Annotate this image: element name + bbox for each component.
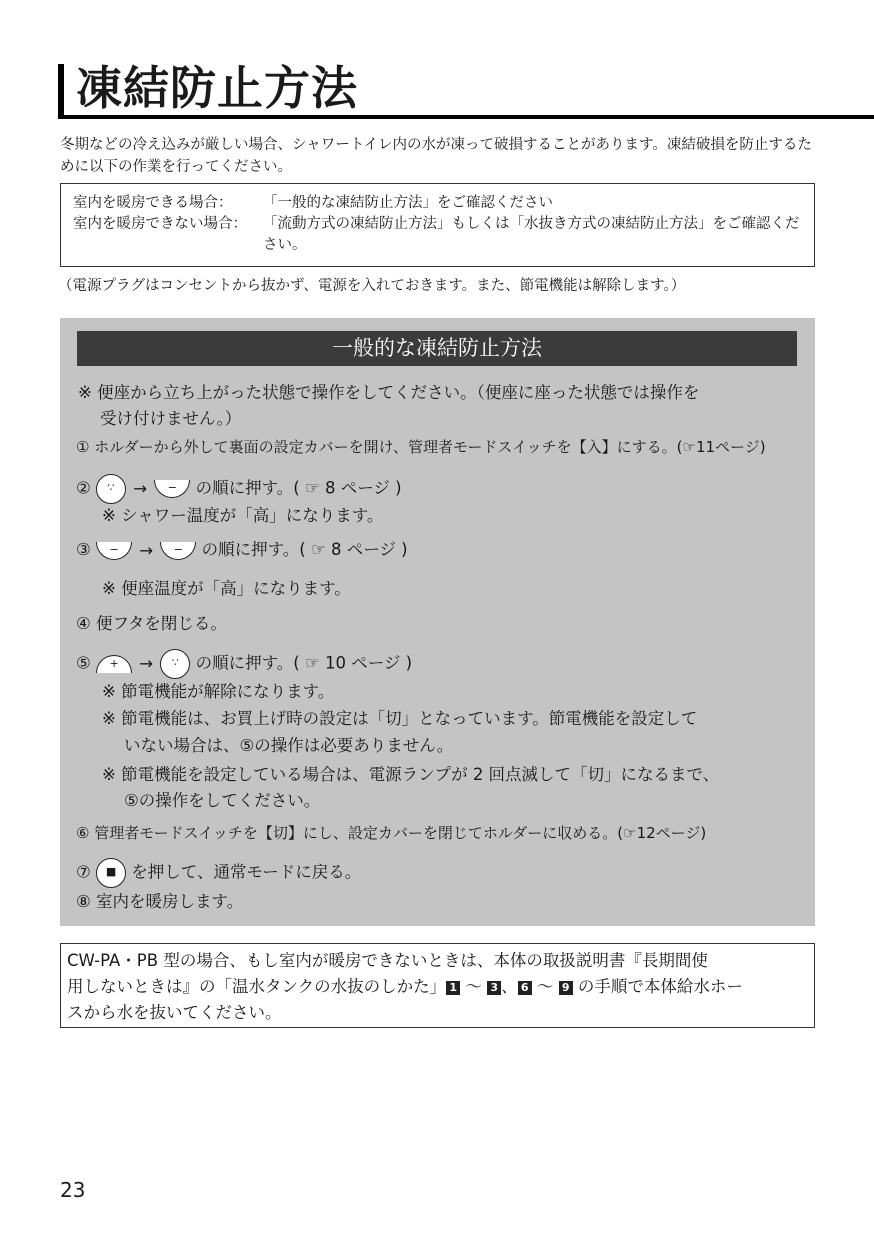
title-accent-bar [58,64,64,116]
info-text-no-heating: 「流動方式の凍結防止方法」もしくは「水抜き方式の凍結防止方法」をご確認ください。 [263,216,800,253]
step-5-note2b: いない場合は、⑤の操作は必要ありません。 [124,736,454,755]
step-1: ① ホルダーから外して裏面の設定カバーを開け、管理者モードスイッチを【入】にする。(☞11ページ) [76,438,766,456]
step-5-note1: ※ 節電機能が解除になります。 [102,682,335,701]
plus-button-icon: + [96,655,132,673]
minus-button-icon: − [160,542,196,560]
caution-line1: ※ 便座から立ち上がった状態で操作をしてください。（便座に座った状態では操作を [78,383,700,402]
step-2-number: ② [76,478,91,498]
info-row-heating [73,193,802,214]
stop-button-icon: ■ [96,858,126,888]
arrow-icon: → [139,654,154,673]
procedure-panel [60,318,815,926]
step-2 [76,474,402,504]
step-4: ④ 便フタを閉じる。 [76,614,227,633]
step-number-badge: 6 [518,981,532,995]
range-separator: ～ [460,977,488,996]
power-note: （電源プラグはコンセントから抜かず、電源を入れておきます。また、節電機能は解除します。） [58,278,686,294]
step-7-number: ⑦ [76,862,91,882]
step-7-text: を押して、通常モードに戻る。 [131,862,362,882]
step-2-text: の順に押す。( ☞ 8 ページ ) [195,478,402,498]
step-5-note3a: ※ 節電機能を設定している場合は、電源ランプが 2 回点滅して「切」になるまで、 [102,765,720,784]
title-underline [58,115,874,119]
range-separator: ～ [531,977,559,996]
step-5-number: ⑤ [76,653,91,673]
info-label-heating: 室内を暖房できる場合： [73,195,233,211]
drain-line2-text: 用しないときは』の「温水タンクの水抜のしかた」 [67,977,447,996]
caution-line2: 受け付けません。） [100,409,242,428]
drain-line3: スから水を抜いてください。 [67,1003,282,1022]
minus-button-icon: − [154,480,190,498]
step-3-number: ③ [76,540,91,559]
list-separator: 、 [501,977,518,996]
step-7 [76,858,361,888]
step-2-note: ※ シャワー温度が「高」になります。 [102,506,384,525]
info-box [60,183,815,267]
step-number-badge: 1 [446,981,460,995]
step-3-note: ※ 便座温度が「高」になります。 [102,579,351,598]
step-number-badge: 3 [487,981,501,995]
minus-button-icon: − [96,542,132,560]
page-number: 23 [60,1178,86,1202]
step-5-note3b: ⑤の操作をしてください。 [124,791,321,810]
drain-line1: CW-PA・PB 型の場合、もし室内が暖房できないときは、本体の取扱説明書『長期間使 [67,951,708,970]
step-8: ⑧ 室内を暖房します。 [76,892,244,911]
arrow-icon: → [139,540,154,560]
drain-line2-tail: の手順で本体給水ホー [572,977,743,996]
intro-paragraph: 冬期などの冷え込みが厳しい場合、シャワートイレ内の水が凍って破損することがあります。凍結破損を防止するために以下の作業を行ってください。 [60,137,812,175]
step-5-note2a: ※ 節電機能は、お買上げ時の設定は「切」となっています。節電機能を設定して [102,709,698,728]
shower-button-icon: ∵ [96,474,126,504]
section-header: 一般的な凍結防止方法 [77,331,797,366]
step-3-text: の順に押す。( ☞ 8 ページ ) [201,540,408,559]
step-3 [76,538,408,563]
arrow-icon: → [133,479,148,498]
drain-instruction-box [60,943,815,1028]
info-text-heating: 「一般的な凍結防止方法」をご確認ください [263,195,553,211]
info-label-no-heating: 室内を暖房できない場合： [73,216,247,232]
step-number-badge: 9 [559,981,573,995]
step-5 [76,649,412,679]
shower-button-icon: ∵ [160,649,190,679]
step-6: ⑥ 管理者モードスイッチを【切】にし、設定カバーを閉じてホルダーに収める。(☞12ページ) [76,824,707,842]
drain-line2 [67,974,808,1000]
page-title: 凍結防止方法 [76,61,358,115]
info-row-no-heating [73,214,802,256]
step-5-text: の順に押す。( ☞ 10 ページ ) [195,653,413,673]
